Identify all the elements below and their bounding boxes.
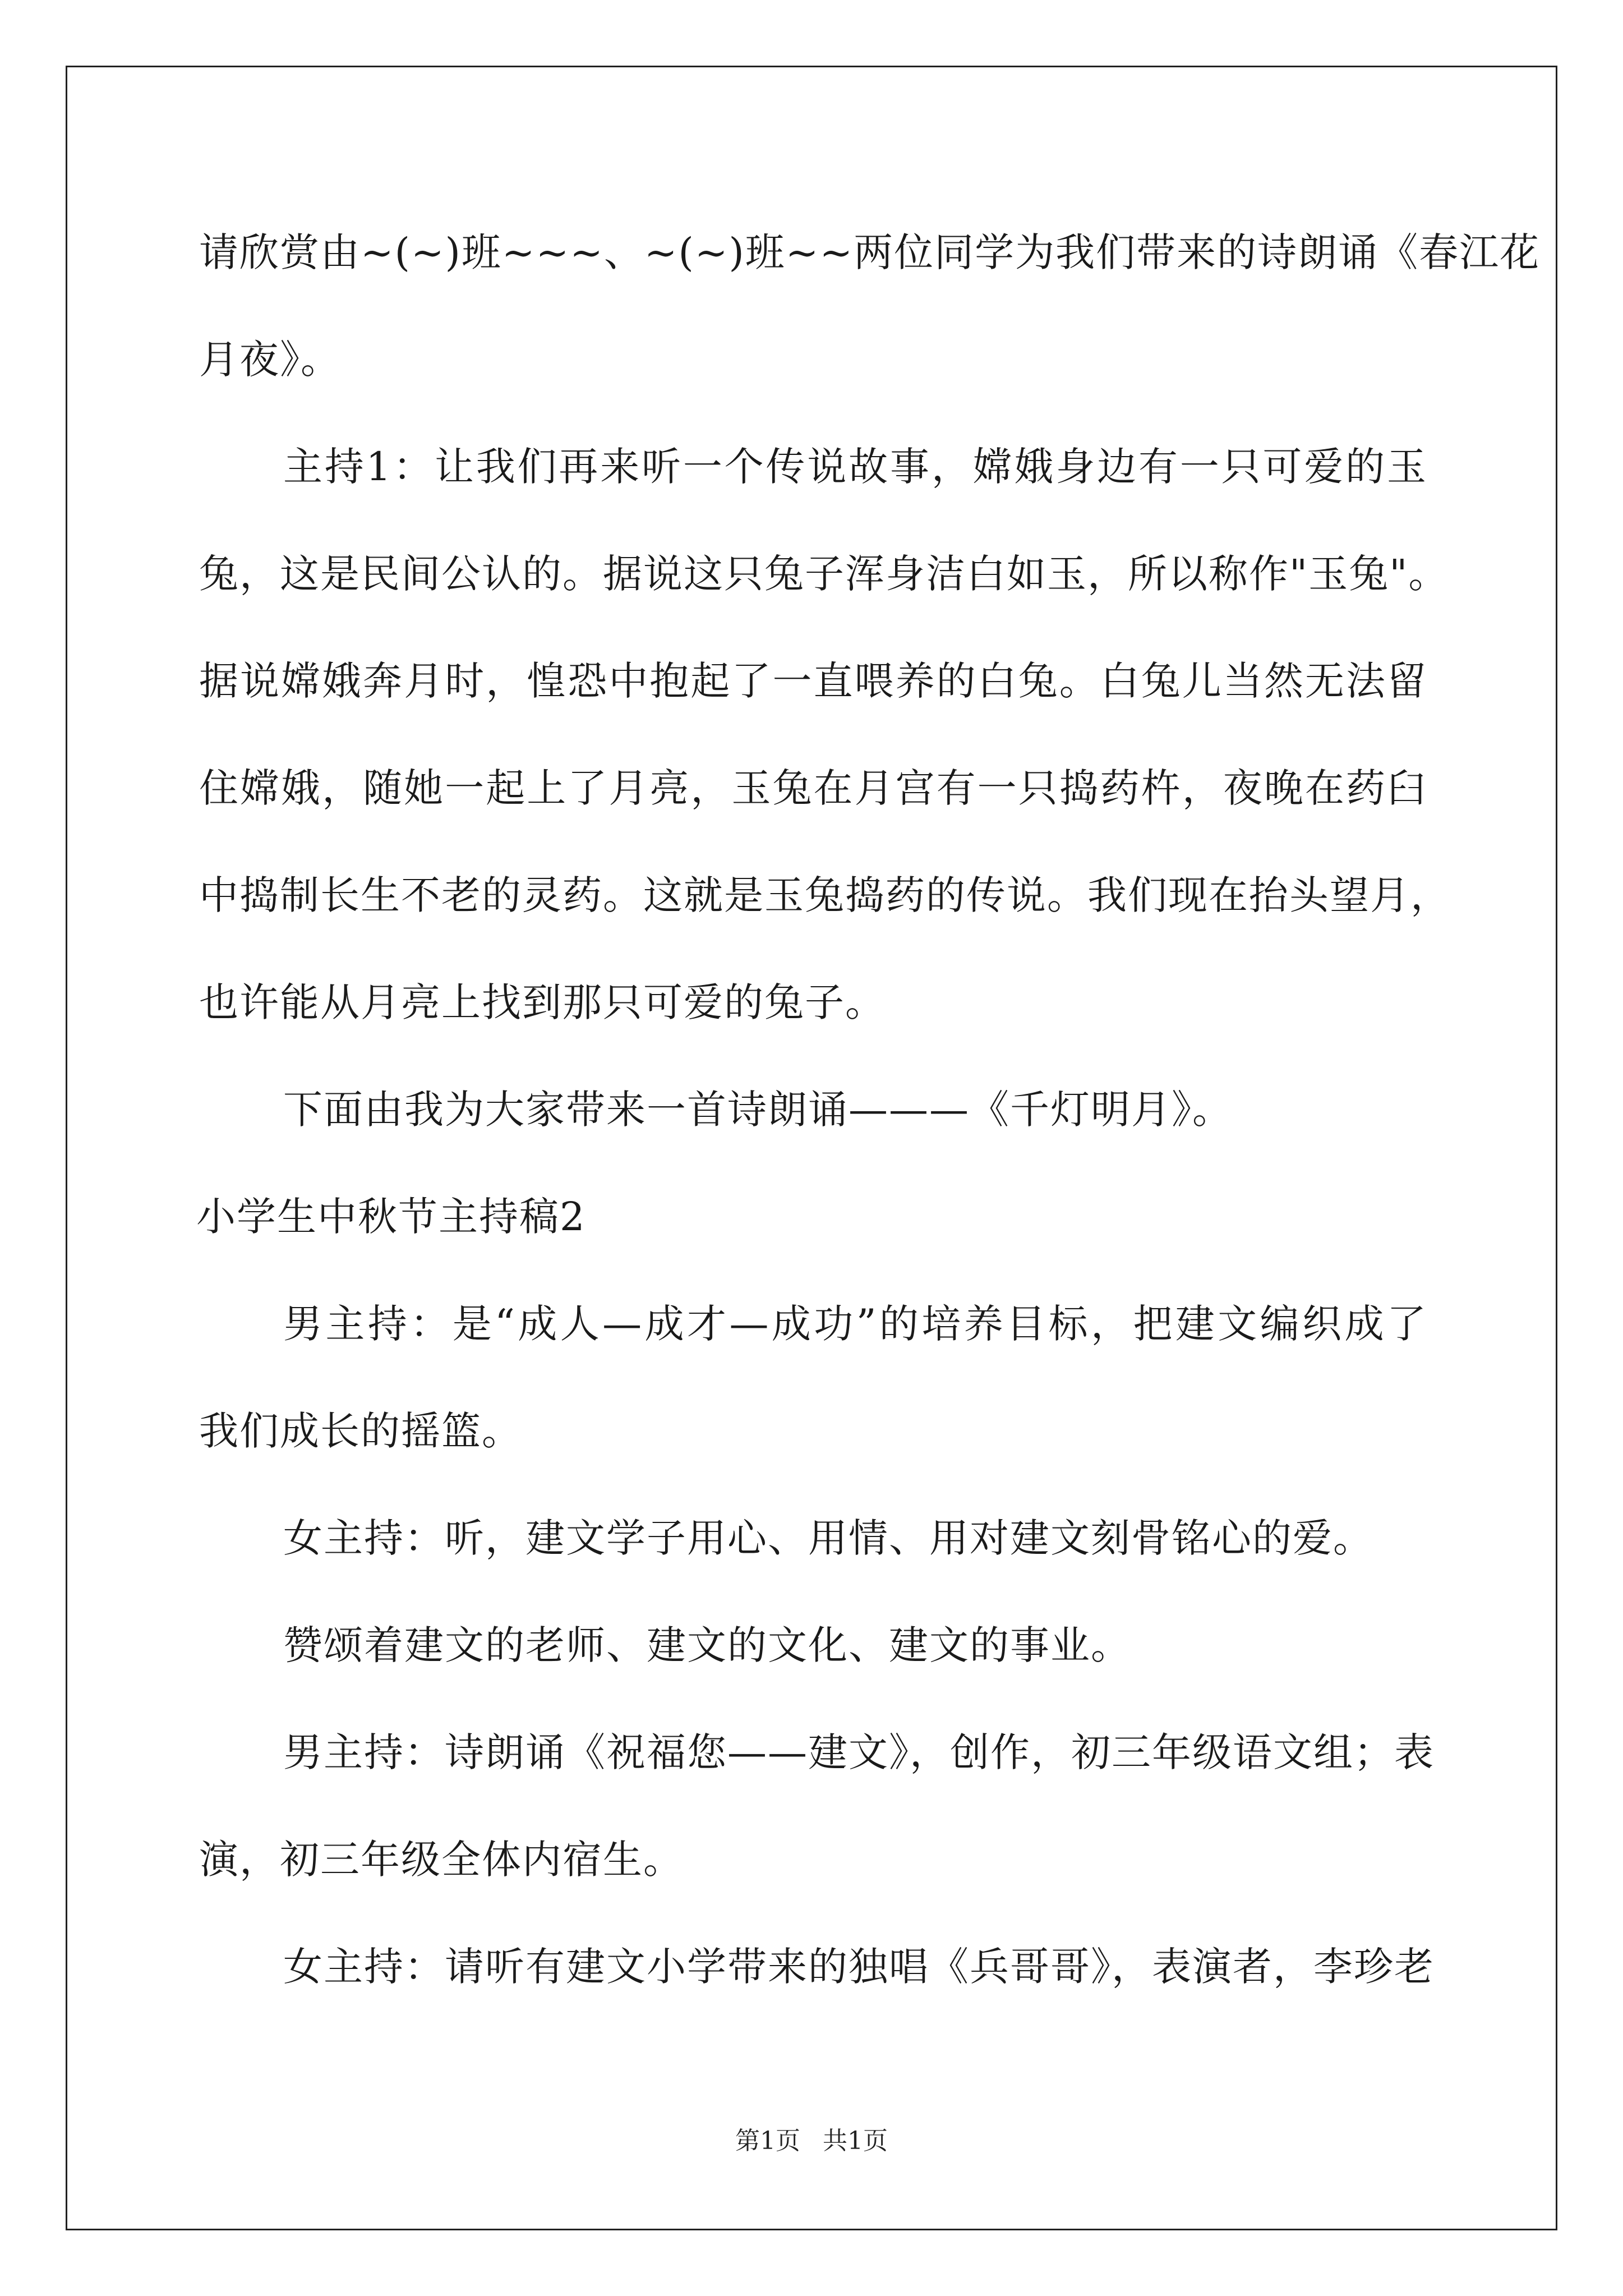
text-line-15: 男主持：诗朗诵《祝福您——建文》，创作，初三年级语文组；表 [283,1729,1435,1775]
text-line-4: 兔，这是民间公认的。据说这只兔子浑身洁白如玉，所以称作"玉兔"。 [199,551,1449,597]
text-line-7: 中捣制长生不老的灵药。这就是玉兔捣药的传说。我们现在抬头望月， [199,872,1451,918]
text-line-5: 据说嫦娥奔月时，惶恐中抱起了一直喂养的白兔。白兔儿当然无法留 [199,658,1427,704]
text-line-17: 女主持：请听有建文小学带来的独唱《兵哥哥》，表演者，李珍老 [283,1944,1435,1990]
section-heading: 小学生中秋节主持稿2 [196,1194,586,1240]
text-line-2: 月夜》。 [199,337,341,383]
text-line-6: 住嫦娥，随她一起上了月亮，玉兔在月宫有一只捣药杵，夜晚在药臼 [199,765,1427,811]
text-line-3: 主持1：让我们再来听一个传说故事，嫦娥身边有一只可爱的玉 [283,444,1427,490]
text-line-1: 请欣赏由~(~)班~~~、~(~)班~~两位同学为我们带来的诗朗诵《春江花 [199,229,1541,275]
text-line-8: 也许能从月亮上找到那只可爱的兔子。 [199,979,886,1025]
page-footer [0,2129,1623,2154]
text-line-12: 我们成长的摇篮。 [199,1408,522,1454]
page-total: 共1页 [823,2127,888,2155]
text-line-16: 演，初三年级全体内宿生。 [199,1837,684,1883]
text-line-14: 赞颂着建文的老师、建文的文化、建文的事业。 [283,1622,1131,1668]
page-number: 第1页 [735,2127,800,2155]
page-border [66,66,1557,2230]
text-line-13: 女主持：听，建文学子用心、用情、用对建文刻骨铭心的爱。 [283,1515,1373,1561]
text-line-9: 下面由我为大家带来一首诗朗诵———《千灯明月》。 [283,1087,1233,1133]
text-line-11: 男主持：是“成人—成才—成功”的培养目标，把建文编织成了 [283,1301,1427,1347]
